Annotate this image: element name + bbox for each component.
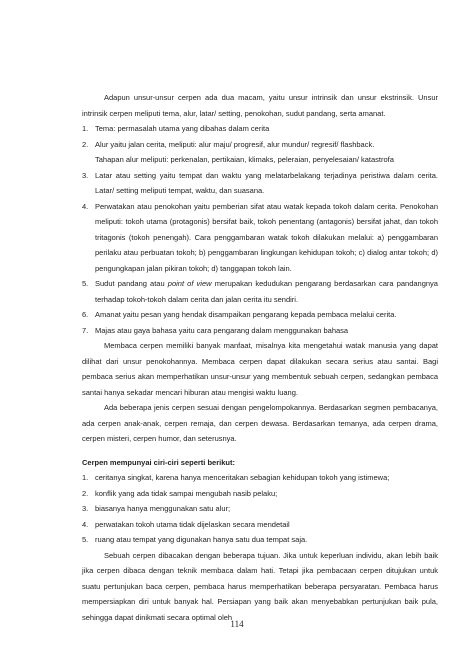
list-number: 1.: [82, 124, 89, 133]
list-text: Majas atau gaya bahasa yaitu cara pengarang dalam menggunakan bahasa: [95, 325, 349, 335]
list-number: 2.: [82, 488, 89, 498]
list-text: biasanya hanya menggunakan satu alur;: [95, 504, 231, 513]
list-number: 3.: [82, 504, 89, 513]
section-heading: Cerpen mempunyai ciri-ciri seperti berikut:: [82, 457, 235, 467]
list-text: Amanat yaitu pesan yang hendak disampaikan pengarang kepada pembaca melalui cerita.: [95, 310, 397, 319]
list-number: 5.: [82, 279, 89, 288]
page-content: [82, 90, 438, 625]
list-number: 1.: [82, 473, 89, 482]
tujuan-paragraph: Sebuah cerpen dibacakan dengan beberapa tujuan. Jika untuk keperluan individu, akan lebih baik jika cerpen dibaca dengan teknik membaca dalam hati. Tetapi jika pembacaan cerpen ditujukan untuk suatu pertunjukan baca cerpen, pembaca harus memperhatikan beberapa persyaratan. Pembaca harus mempersiapkan diri untuk banyak hal. Persiapan yang baik akan menyebabkan pertunjukan baik pula, sehingga dapat dinikmati secara optimal oleh: [82, 550, 438, 622]
list-item: [82, 199, 438, 277]
list-item: [82, 517, 438, 533]
list-text: ruang atau tempat yang digunakan hanya satu dua tempat saja.: [95, 535, 308, 544]
list-text-post: merupakan kedudukan pengarang berdasarkan cara pandangnya terhadap tokoh-tokoh dalam cerita dan jalan cerita itu sendiri.: [95, 279, 438, 304]
manfaat-paragraph: Membaca cerpen memiliki banyak manfaat, misalnya kita mengetahui watak manusia yang dapat dilihat dari unsur penokohannya. Membaca cerpen dapat dilakukan secara serius atau santai. Bagi pembaca serius akan memperhatikan unsur-unsur yang membentuk sebuah cerpen, sedangkan pembaca santai hanya sekadar mencari hiburan atau mengisi waktu luang.: [82, 341, 438, 397]
list-text: ceritanya singkat, karena hanya menceritakan sebagian kehidupan tokoh yang istimewa;: [95, 473, 390, 482]
list-number: 3.: [82, 170, 89, 180]
list-subtext: Tahapan alur meliputi: perkenalan, pertikaian, klimaks, peleraian, penyelesaian/ katastrofa: [95, 155, 394, 164]
list-item: [82, 470, 438, 486]
list-text: konflik yang ada tidak sampai mengubah nasib pelaku;: [95, 488, 278, 498]
list-number: 4.: [82, 201, 89, 211]
list-item: [82, 168, 438, 199]
list-item: [82, 532, 438, 548]
list-item: [82, 323, 438, 339]
list-number: 2.: [82, 139, 89, 149]
list-number: 4.: [82, 519, 89, 529]
list-item: [82, 121, 438, 137]
list-text-pre: Sudut pandang atau: [95, 279, 168, 288]
list-number: 5.: [82, 535, 89, 544]
list-text: [95, 276, 438, 307]
list-item: [82, 501, 438, 517]
point-of-view-term: point of view: [167, 279, 212, 288]
list-text: Alur yaitu jalan cerita, meliputi: alur maju/ progresif, alur mundur/ regresif/ flashback.: [95, 139, 375, 149]
list-text: Tema: permasalah utama yang dibahas dalam cerita: [95, 124, 270, 133]
list-number: 7.: [82, 325, 89, 335]
list-item: [82, 276, 438, 307]
list-text: Perwatakan atau penokohan yaitu pemberian sifat atau watak kepada tokoh dalam cerita. Penokohan meliputi: tokoh utama (protagonis) bersifat baik, tokoh penentang (antagonis) bersifat jahat, dan tokoh tritagonis (tokoh penengah). Cara penggambaran watak tokoh dilakukan melalui: a) penggambaran perilaku atau perbuatan tokoh; b) penggambaran lingkungan kehidupan tokoh; c) dialog antar tokoh; d) pengungkapan jalan pikiran tokoh; d) tanggapan tokoh lain.: [95, 201, 438, 273]
page-number: 114: [230, 619, 244, 629]
list-text: perwatakan tokoh utama tidak dijelaskan secara mendetail: [95, 519, 290, 529]
list-number: 6.: [82, 310, 89, 319]
jenis-paragraph: Ada beberapa jenis cerpen sesuai dengan pengelompokannya. Berdasarkan segmen pembacanya, ada cerpen anak-anak, cerpen remaja, dan cerpen dewasa. Berdasarkan temanya, ada cerpen drama, cerpen misteri, cerpen humor, dan seterusnya.: [82, 403, 438, 443]
section-gap: [82, 447, 438, 455]
intro-paragraph: Adapun unsur-unsur cerpen ada dua macam, yaitu unsur intrinsik dan unsur ekstrinsik. Unsur intrinsik cerpen meliputi tema, alur, latar/ setting, penokohan, sudut pandang, serta amanat.: [82, 93, 438, 118]
list-text: Latar atau setting yaitu tempat dan waktu yang melatarbelakang terjadinya peristiwa dalam cerita. Latar/ setting meliputi tempat, waktu, dan suasana.: [95, 170, 438, 195]
list-item: [82, 137, 438, 153]
list-item: [82, 307, 438, 323]
list-item: [82, 486, 438, 502]
